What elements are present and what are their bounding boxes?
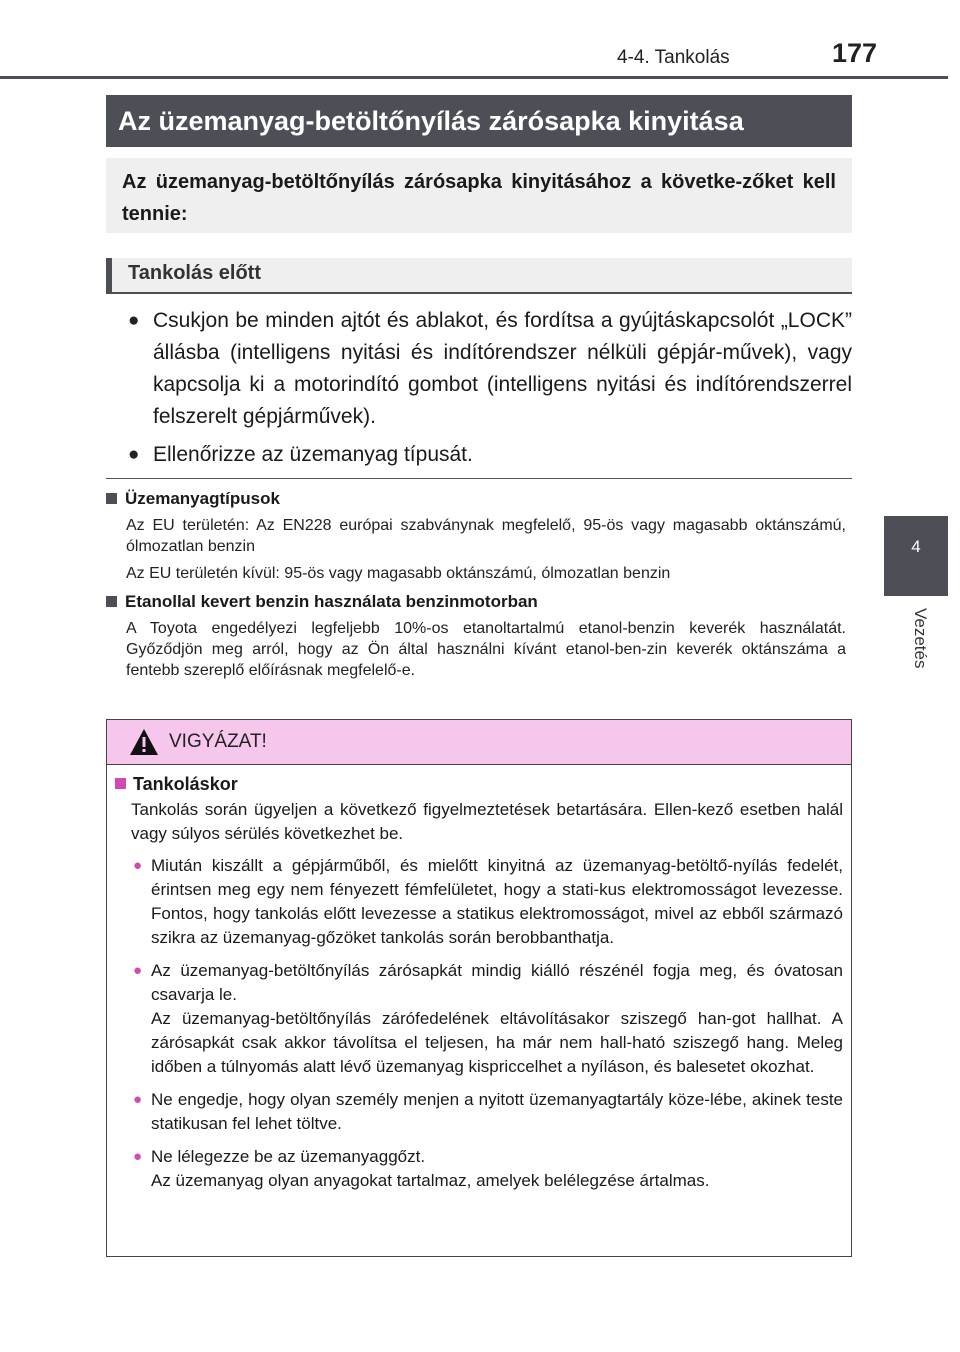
note-paragraph: A Toyota engedélyezi legfeljebb 10%-os etanoltartalmú etanol-benzin keverék használatát. Győződjön meg arról, hogy az Ön által használni kívánt etanol-ben-zin keverék oktánszáma a fentebb szereplő előírásnak megfelelő-e.: [126, 620, 846, 679]
warning-item: [115, 1088, 843, 1136]
warning-item-text: Az üzemanyag-betöltőnyílás zárósapkát mindig kiálló részénél fogja meg, és óvatosan csavarja le.: [151, 961, 843, 1004]
warning-item-text: Ne engedje, hogy olyan személy menjen a nyitott üzemanyagtartály köze-lébe, akinek teste statikusan fel lehet töltve.: [151, 1090, 843, 1133]
warning-item-text: Ne lélegezze be az üzemanyaggőzt.: [151, 1147, 426, 1166]
chapter-tab: 4: [884, 516, 948, 596]
note-paragraph: Az EU területén: Az EN228 európai szabványnak megfelelő, 95-ös vagy magasabb oktánszámú, ólmozatlan benzin: [126, 517, 846, 555]
list-item: [128, 439, 852, 471]
bullet-icon: ●: [128, 444, 140, 465]
bullet-icon: ●: [133, 857, 143, 874]
bullet-icon: ●: [133, 1091, 143, 1108]
bullet-icon: ●: [128, 310, 140, 331]
page-title: Az üzemanyag-betöltőnyílás zárósapka kinyitása: [106, 95, 852, 147]
square-marker-icon: [115, 778, 126, 789]
warning-item: [115, 959, 843, 1079]
warning-body: [115, 772, 843, 1202]
warning-item-text: Az üzemanyag olyan anyagokat tartalmaz, amelyek belélegzése ártalmas.: [151, 1171, 710, 1190]
square-marker-icon: [106, 493, 117, 504]
warning-item: [115, 854, 843, 950]
note-paragraph: Az EU területén kívül: 95-ös vagy magasabb oktánszámú, ólmozatlan benzin: [126, 565, 671, 582]
section-divider: [106, 478, 852, 479]
note-heading: [106, 590, 846, 614]
bullet-text: Csukjon be minden ajtót és ablakot, és fordítsa a gyújtáskapcsolót „LOCK” állásba (intelligens nyitási és indítórendszer nélküli gépjár-művek), vagy kapcsolja ki a motorindító gombot (intelligens nyitási és indítórendszerrel felszerelt gépjárművek).: [153, 309, 852, 428]
note-heading-text: Etanollal kevert benzin használata benzinmotorban: [125, 592, 538, 611]
subsection-bar: [106, 258, 112, 292]
intro-box: Az üzemanyag-betöltőnyílás zárósapka kinyitásához a követke-zőket kell tennie:: [106, 158, 852, 233]
warning-item: [115, 1145, 843, 1193]
list-item: [128, 305, 852, 433]
warning-heading-text: Tankoláskor: [133, 774, 238, 794]
note-heading: [106, 487, 846, 511]
section-label: 4-4. Tankolás: [617, 47, 730, 68]
warning-label: VIGYÁZAT!: [169, 731, 267, 752]
warning-triangle-icon: [129, 728, 159, 756]
square-marker-icon: [106, 596, 117, 607]
bullet-icon: ●: [133, 962, 143, 979]
warning-header: [107, 720, 851, 765]
warning-heading: [115, 772, 843, 796]
bullet-icon: ●: [133, 1148, 143, 1165]
subsection-heading: [106, 258, 852, 294]
warning-box: [106, 719, 852, 1257]
page-number: 177: [832, 38, 878, 68]
subsection-title: Tankolás előtt: [128, 262, 261, 284]
warning-item-text: Az üzemanyag-betöltőnyílás zárófedelének eltávolításakor sziszegő han-got hallhat. A zárósapkát csak akkor távolítsa el teljesen, ha már nem hall-ható sziszegő hang. Meleg időben a túlnyomás alatt lévő üzemanyag kispriccelhet a nyíláson, és balesetet okozhat.: [151, 1009, 843, 1076]
header-rule: [0, 76, 948, 79]
bullet-list: [128, 305, 852, 477]
warning-intro: Tankolás során ügyeljen a következő figyelmeztetések betartására. Ellen-kező esetben halál vagy súlyos sérülés következhet be.: [131, 800, 843, 843]
notes-section: [106, 487, 846, 687]
warning-item-text: Miután kiszállt a gépjárműből, és mielőtt kinyitná az üzemanyag-betöltő-nyílás fedelét, érintsen meg egy nem fényezett fémfelületet, hogy a stati-kus elektromosságot levezesse. Fontos, hogy tankolás előtt levezesse a statikus elektromosságot, mivel az ebből származó szikra az üzemanyag-gőzöket tankolás során berobbanthatja.: [151, 856, 843, 947]
note-heading-text: Üzemanyagtípusok: [125, 489, 280, 508]
chapter-label: Vezetés: [911, 608, 930, 669]
bullet-text: Ellenőrizze az üzemanyag típusát.: [153, 443, 473, 466]
